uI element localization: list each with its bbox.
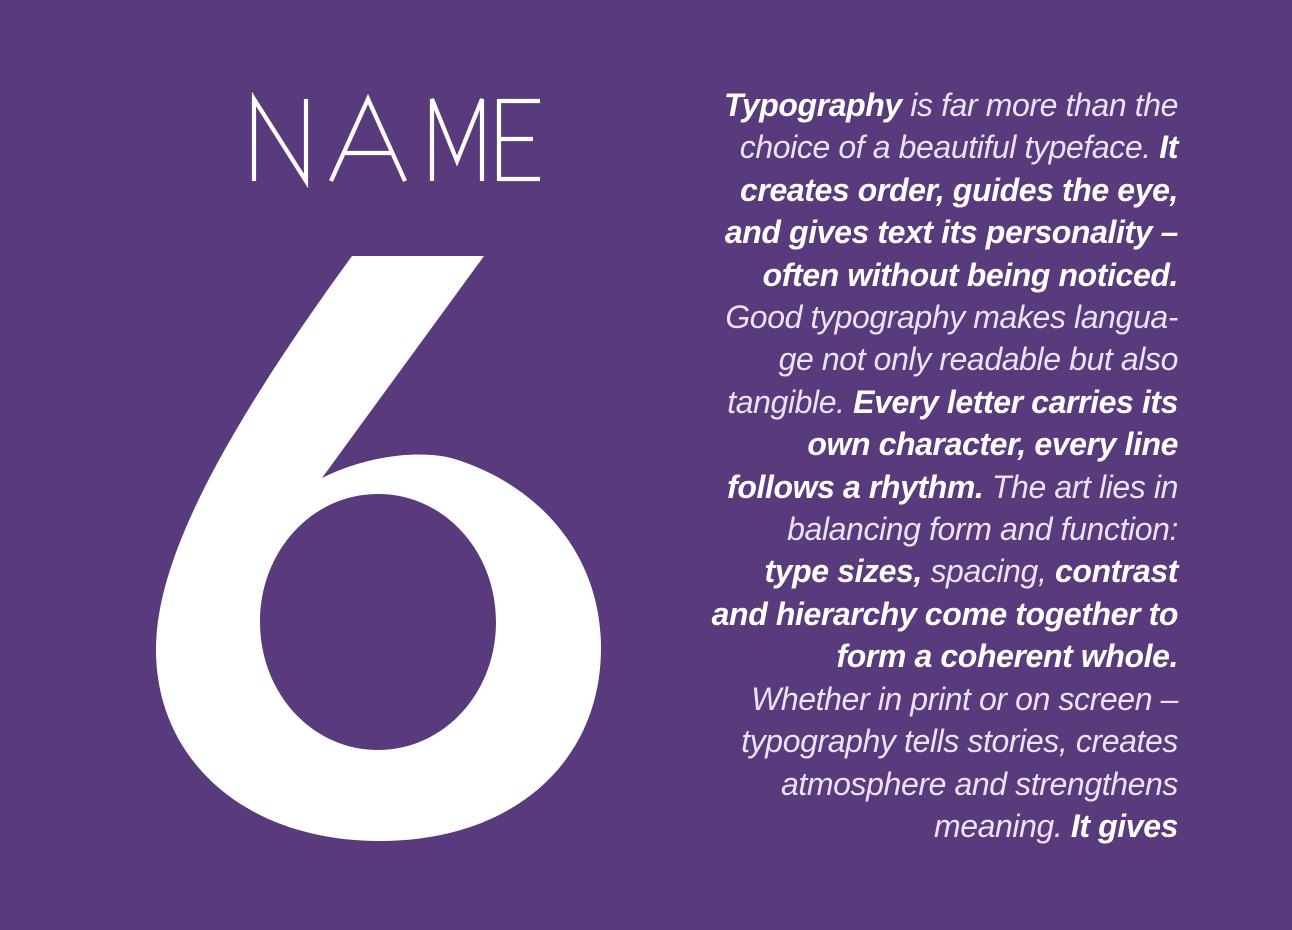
paragraph-regular-segment: The art lies in: [983, 468, 1178, 505]
paragraph-regular-segment: meaning.: [933, 807, 1071, 844]
paragraph-line: [712, 763, 1178, 805]
paragraph-line: [712, 635, 1178, 677]
numeral-6-glyph: [130, 230, 630, 870]
paragraph-line: [712, 296, 1178, 338]
paragraph-bold-segment: and hierarchy come together to: [711, 595, 1178, 632]
paragraph-regular-segment: tangible.: [727, 383, 854, 420]
letter-e: [499, 99, 540, 181]
paragraph-line: [712, 466, 1178, 508]
paragraph-regular-segment: balancing form and function:: [787, 511, 1178, 548]
paragraph-bold-segment: It: [1159, 129, 1178, 166]
paragraph-line: [712, 423, 1178, 465]
paragraph-bold-segment: own character, every line: [807, 426, 1178, 463]
paragraph-bold-segment: often without being noticed.: [762, 256, 1178, 293]
paragraph-bold-segment: It gives: [1070, 807, 1178, 844]
paragraph-bold-segment: contrast: [1054, 553, 1178, 590]
paragraph-line: [712, 720, 1178, 762]
paragraph-line: [712, 169, 1178, 211]
paragraph-regular-segment: Whether in print or on screen –: [751, 680, 1178, 717]
paragraph-regular-segment: atmosphere and strengthens: [781, 765, 1178, 802]
paragraph-regular-segment: typography tells stories, creates: [741, 723, 1178, 760]
paragraph-bold-segment: type sizes,: [764, 553, 922, 590]
paragraph-line: [712, 678, 1178, 720]
paragraph-regular-segment: Good typography makes langua-: [725, 299, 1178, 336]
letter-a: [331, 99, 405, 181]
paragraph-line: [712, 126, 1178, 168]
paragraph-line: [712, 805, 1178, 847]
paragraph-bold-segment: creates order, guides the eye,: [740, 171, 1178, 208]
paragraph-line: [712, 211, 1178, 253]
paragraph-regular-segment: choice of a beautiful typeface.: [739, 129, 1160, 166]
paragraph-line: [712, 254, 1178, 296]
letter-n: [254, 99, 306, 181]
name-wordmark-glyphs: [240, 88, 560, 192]
paragraph-line: [712, 508, 1178, 550]
paragraph-regular-segment: ge not only readable but also: [778, 341, 1178, 378]
paragraph-line: [712, 338, 1178, 380]
paragraph-bold-segment: and gives text its personality –: [724, 214, 1178, 251]
paragraph-line: [712, 593, 1178, 635]
paragraph-bold-segment: form a coherent whole.: [836, 638, 1178, 675]
paragraph-line: [712, 84, 1178, 126]
typography-paragraph: [712, 84, 1178, 847]
paragraph-line: [712, 381, 1178, 423]
paragraph-bold-segment: follows a rhythm.: [727, 468, 984, 505]
paragraph-bold-segment: Typography: [723, 87, 902, 123]
paragraph-line: [712, 550, 1178, 592]
letter-m: [432, 99, 482, 181]
paragraph-bold-segment: Every letter carries its: [853, 383, 1178, 420]
paragraph-regular-segment: is far more than the: [901, 87, 1178, 123]
paragraph-regular-segment: spacing,: [921, 553, 1055, 590]
